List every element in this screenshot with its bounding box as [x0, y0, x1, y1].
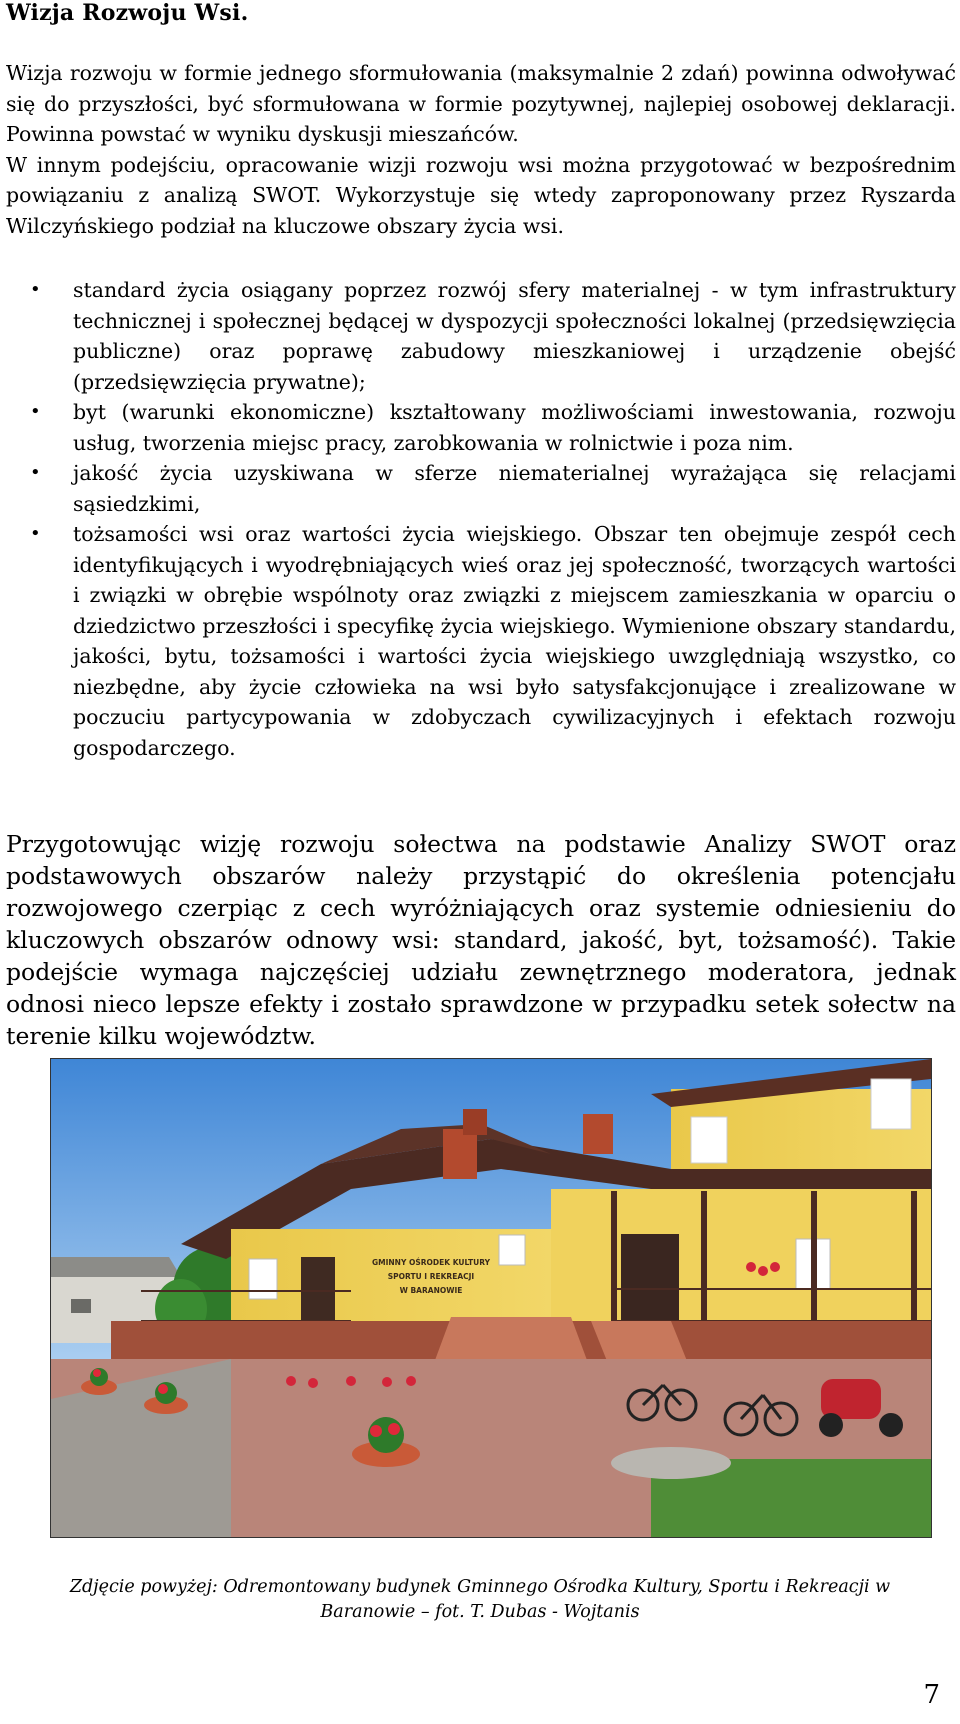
intro-paragraph-1: Wizja rozwoju w formie jednego sformułowania (maksymalnie 2 zdań) powinna odwoływać się do przyszłości, być sformułowana w formie pozytywnej, najlepiej osobowej deklaracji. Powinna powstać w wyniku dyskusji mieszańców.	[6, 61, 956, 146]
list-item	[0, 397, 956, 458]
bullet-icon: •	[30, 523, 41, 544]
key-areas-list	[0, 275, 956, 763]
list-item	[0, 458, 956, 519]
intro-text	[6, 58, 956, 241]
closing-paragraph: Przygotowując wizję rozwoju sołectwa na podstawie Analizy SWOT oraz podstawowych obszarów należy przystąpić do określenia potencjału rozwojowego czerpiąc z cech wyróżniających oraz systemie odniesieniu do kluczowych obszarów odnowy wsi: standard, jakość, byt, tożsamość). Takie podejście wymaga najczęściej udziału zewnętrznego moderatora, jednak odnosi nieco lepsze efekty i zostało sprawdzone w przypadku setek sołectw na terenie kilku województw.	[6, 830, 956, 1050]
list-item-text: tożsamości wsi oraz wartości życia wiejskiego. Obszar ten obejmuje zespół cech identyfikujących i wyodrębniających wieś oraz jej społeczność, tworzących wartości i związki w obrębie wspólnoty oraz związki z miejscem zamieszkania w oparciu o dziedzictwo przeszłości i specyfikę życia wiejskiego. Wymienione obszary standardu, jakości, bytu, tożsamości i wartości życia wiejskiego uwzględniają wszystko, co niezbędne, aby życie człowieka na wsi było satysfakcjonujące i zrealizowane w poczuciu partycypowania w zdobyczach cywilizacyjnych i efektach rozwoju gospodarczego.	[73, 522, 956, 760]
intro-paragraph-2: W innym podejściu, opracowanie wizji rozwoju wsi można przygotować w bezpośrednim powiązaniu z analizą SWOT. Wykorzystuje się wtedy zaproponowany przez Ryszarda Wilczyńskiego podział na kluczowe obszary życia wsi.	[6, 152, 956, 238]
bullet-icon: •	[30, 462, 41, 483]
svg-text:GMINNY OŚRODEK KULTURY: GMINNY OŚRODEK KULTURY	[371, 1258, 491, 1267]
bullet-icon: •	[30, 279, 41, 300]
list-item	[0, 519, 956, 763]
building-photo	[50, 1058, 932, 1538]
list-item	[0, 275, 956, 397]
svg-text:SPORTU I REKREACJI: SPORTU I REKREACJI	[387, 1272, 475, 1281]
list-item-text: jakość życia uzyskiwana w sferze niematerialnej wyrażająca się relacjami sąsiedzkimi,	[73, 461, 956, 516]
page-title: Wizja Rozwoju Wsi.	[6, 0, 249, 26]
page-number: 7	[923, 1680, 940, 1710]
list-item-text: standard życia osiągany poprzez rozwój sfery materialnej - w tym infrastruktury technicznej i społecznej będącej w dyspozycji społeczności lokalnej (przedsięwzięcia publiczne) oraz poprawę zabudowy mieszkaniowej i urządzenie obejść (przedsięwzięcia prywatne);	[73, 278, 956, 394]
svg-text:W BARANOWIE: W BARANOWIE	[399, 1286, 463, 1295]
bullet-icon: •	[30, 401, 41, 422]
list-item-text: byt (warunki ekonomiczne) kształtowany możliwościami inwestowania, rozwoju usług, tworzenia miejsc pracy, zarobkowania w rolnictwie i poza nim.	[73, 400, 956, 455]
photo-caption: Zdjęcie powyżej: Odremontowany budynek Gminnego Ośrodka Kultury, Sportu i Rekreacji w Baranowie – fot. T. Dubas - Wojtanis	[69, 1577, 891, 1622]
